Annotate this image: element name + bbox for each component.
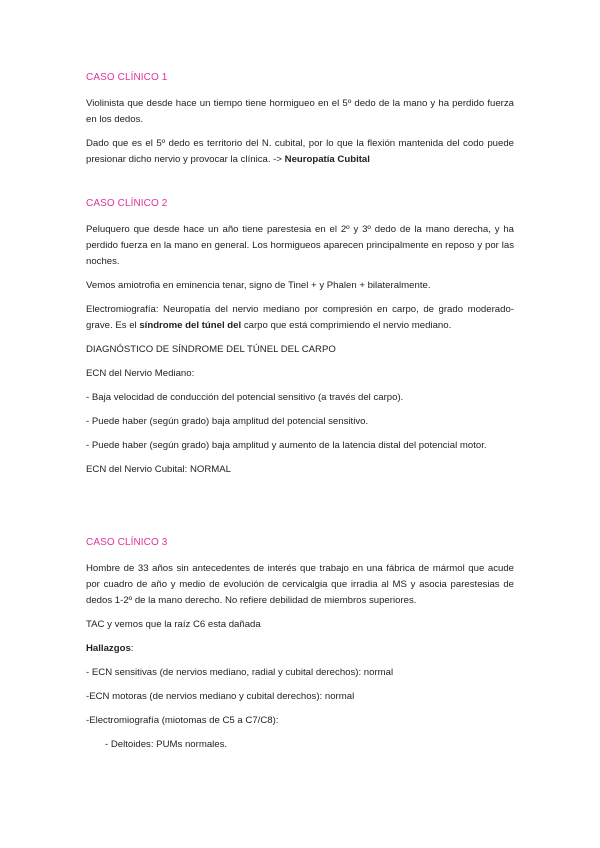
case-2-paragraph-3 [86, 302, 514, 334]
case-2-syndrome: síndrome del túnel del [139, 320, 242, 331]
case-3-findings-heading [86, 641, 514, 657]
case-3-title: CASO CLÍNICO 3 [86, 537, 168, 548]
case-3-finding-item: - ECN sensitivas (de nervios mediano, radial y cubital derechos): normal [86, 667, 394, 678]
case-1-paragraph-2-text: Dado que es el 5º dedo es territorio del N. cubital, por lo que la flexión mantenida del codo puede presionar dicho nervio y provocar la clínica. -> [86, 138, 514, 165]
case-1-paragraph-2 [86, 136, 514, 168]
case-3-paragraph-2: TAC y vemos que la raíz C6 esta dañada [86, 619, 261, 630]
case-2-title: CASO CLÍNICO 2 [86, 198, 168, 209]
case-1-paragraph-1: Violinista que desde hace un tiempo tiene hormigueo en el 5º dedo de la mano y ha perdido fuerza en los dedos. [86, 98, 514, 125]
case-1-title: CASO CLÍNICO 1 [86, 72, 168, 83]
case-2-paragraph-2: Vemos amiotrofia en eminencia tenar, signo de Tinel + y Phalen + bilateralmente. [86, 280, 431, 291]
case-2-diagnosis-heading: DIAGNÓSTICO DE SÍNDROME DEL TÚNEL DEL CARPO [86, 344, 336, 355]
case-2-ecn-median-heading: ECN del Nervio Mediano: [86, 368, 195, 379]
case-2-list-item: - Puede haber (según grado) baja amplitud del potencial sensitivo. [86, 416, 369, 427]
case-2-paragraph-3-text-a: Electromiografía: Neuropatía del nervio mediano por compresión en carpo, de grado moderado-grave. Es el [86, 304, 514, 331]
case-1-diagnosis: Neuropatía Cubital [284, 154, 370, 165]
case-3-section [86, 537, 514, 761]
case-2-list-item: - Baja velocidad de conducción del potencial sensitivo (a través del carpo). [86, 392, 404, 403]
case-2-paragraph-3-text-b: carpo que está comprimiendo el nervio mediano. [241, 320, 452, 331]
case-3-findings-label: Hallazgos [86, 643, 131, 654]
case-2-section [86, 198, 514, 486]
case-2-ecn-cubital: ECN del Nervio Cubital: NORMAL [86, 464, 232, 475]
case-2-list-item: - Puede haber (según grado) baja amplitud y aumento de la latencia distal del potencial motor. [86, 440, 487, 451]
case-3-finding-item: -ECN motoras (de nervios mediano y cubital derechos): normal [86, 691, 355, 702]
case-3-findings-colon: : [130, 643, 134, 654]
case-3-paragraph-1: Hombre de 33 años sin antecedentes de interés que trabajo en una fábrica de mármol que acude por cuadro de año y medio de evolución de cervicalgia que irradia al MS y asocia parestesias de dedos 1-2º de la mano derecho. No refiere debilidad de miembros superiores. [86, 563, 514, 606]
case-3-finding-subitem: - Deltoides: PUMs normales. [105, 739, 228, 750]
case-1-section [86, 72, 514, 176]
case-3-finding-item: -Electromiografía (miotomas de C5 a C7/C8): [86, 715, 279, 726]
case-2-paragraph-1: Peluquero que desde hace un año tiene parestesia en el 2º y 3º dedo de la mano derecha, y ha perdido fuerza en la mano en general. Los hormigueos aparecen principalmente en reposo y por las noches. [86, 224, 514, 267]
